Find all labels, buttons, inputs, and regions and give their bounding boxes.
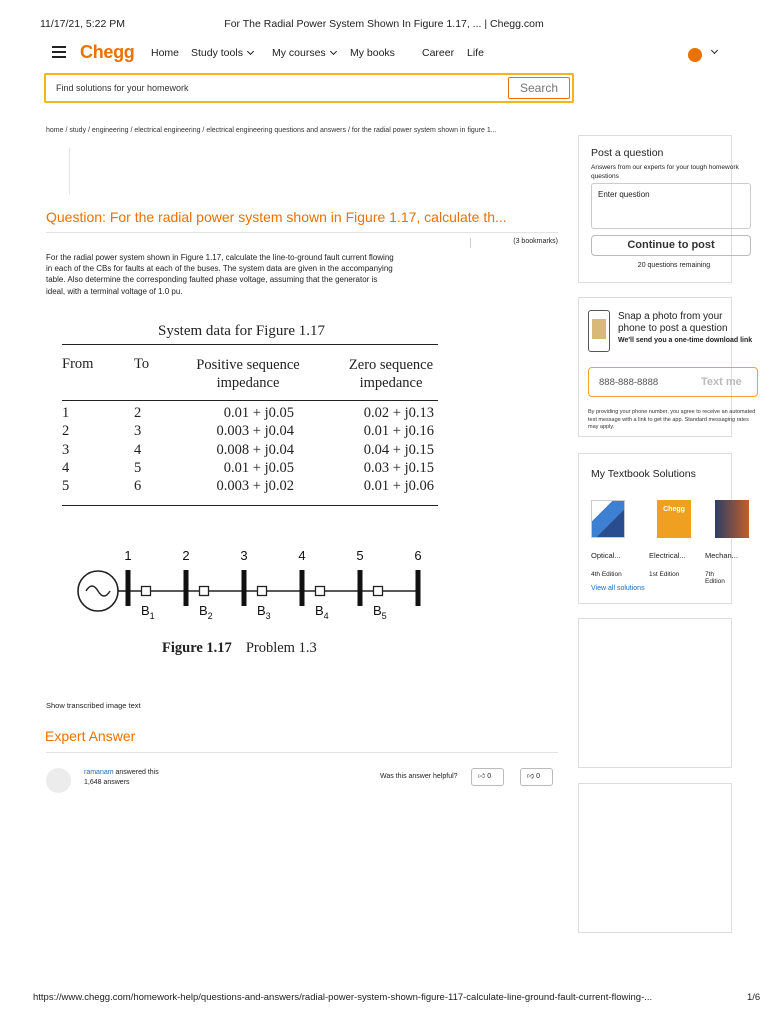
table-rule-bottom [62, 505, 438, 506]
nav-study-tools-label: Study tools [191, 47, 243, 59]
table-header-positive: Positive sequence impedance [196, 357, 300, 391]
question-input[interactable]: Enter question [591, 183, 751, 229]
page-number: 1/6 [747, 992, 761, 1003]
book-edition: 7th Edition [705, 571, 725, 585]
book-title[interactable]: Electrical... [649, 551, 686, 560]
nav-my-courses[interactable] [272, 47, 336, 59]
circuit-breaker-icon [374, 587, 383, 596]
question-title: Question: For the radial power system shown in Figure 1.17, calculate th... [46, 209, 507, 225]
book-cover-mechanics[interactable] [715, 500, 749, 538]
table-cell: 0.01 + j0.06 [363, 478, 434, 495]
table-caption: System data for Figure 1.17 [158, 323, 326, 339]
bus-bar [242, 570, 247, 606]
print-header [0, 0, 768, 40]
answer-count: 1,648 answers [84, 778, 130, 786]
table-cell: 0.04 + j0.15 [363, 441, 434, 458]
phone-number-field[interactable] [588, 367, 758, 397]
nav-life[interactable]: Life [467, 47, 484, 59]
search-bar [44, 73, 574, 103]
figure-label: Figure 1.17 [162, 640, 232, 656]
table-cell: 0.01 + j0.05 [223, 459, 294, 476]
avatar[interactable] [688, 48, 702, 62]
generator-icon [78, 571, 118, 611]
answerer-name[interactable]: ramanam [84, 769, 114, 776]
table-cell: 6 [134, 478, 142, 495]
post-question-card [578, 135, 739, 283]
bus-label: 2 [182, 548, 190, 563]
book-edition: 1st Edition [649, 571, 680, 578]
book-cover-optical[interactable] [591, 500, 625, 538]
snap-title: Snap a photo from your phone to post a question [618, 311, 728, 334]
table-cell: 4 [62, 459, 70, 476]
questions-remaining: 20 questions remaining [637, 262, 711, 269]
bus-label: 4 [298, 548, 306, 563]
table-cell: 2 [134, 405, 142, 421]
print-title: For The Radial Power System Shown In Figure 1.17, ... | Chegg.com [224, 18, 544, 30]
table-cell: 0.008 + j0.04 [216, 441, 294, 458]
bus-label: 1 [124, 548, 132, 563]
chevron-down-icon[interactable] [711, 47, 718, 54]
breaker-label: $B_1$ [141, 603, 155, 621]
bus-label: 3 [240, 548, 248, 563]
phone-icon [588, 310, 610, 352]
snap-photo-card [578, 297, 756, 437]
breaker-label: $B_3$ [257, 603, 271, 621]
search-button[interactable]: Search [508, 77, 570, 99]
table-header-zero: Zero sequence impedance [348, 357, 434, 391]
textbook-solutions-card [578, 453, 738, 604]
hamburger-menu-icon[interactable] [52, 46, 66, 58]
circuit-breaker-icon [200, 587, 209, 596]
thumbs-up-count: 0 [487, 773, 492, 780]
table-cell: 0.01 + j0.05 [223, 405, 294, 421]
bus-bar [300, 570, 305, 606]
radial-system-diagram [60, 540, 440, 630]
chevron-down-icon [247, 48, 254, 55]
bus-bar [358, 570, 363, 606]
circuit-breaker-icon [316, 587, 325, 596]
table-cell: 0.02 + j0.13 [363, 405, 434, 421]
ad-placeholder [578, 783, 732, 933]
sms-disclaimer: By providing your phone number, you agree to receive an automated text message with a link to get the app. Standard messaging rates may apply. [588, 409, 756, 430]
thumbs-down-icon: 👎︎ [527, 773, 535, 780]
print-datetime: 11/17/21, 5:22 PM [40, 18, 126, 30]
view-all-solutions-link[interactable]: View all solutions [591, 585, 645, 592]
table-header-from: From [62, 356, 94, 372]
table-cell: 1 [62, 405, 70, 421]
divider [69, 148, 70, 194]
table-rule-mid [62, 400, 438, 401]
divider [46, 232, 558, 233]
breadcrumb[interactable]: home / study / engineering / electrical engineering / electrical engineering questions and answers / for the radial power system shown in figure 1... [46, 127, 497, 134]
breaker-label: $B_2$ [199, 603, 213, 621]
book-title[interactable]: Mechan... [705, 551, 738, 560]
book-edition: 4th Edition [591, 571, 622, 578]
book-title[interactable]: Optical... [591, 551, 621, 560]
table-cell: 0.003 + j0.04 [216, 423, 294, 440]
circuit-breaker-icon [142, 587, 151, 596]
ad-placeholder [578, 618, 732, 768]
textbook-solutions-title: My Textbook Solutions [591, 468, 696, 480]
continue-to-post-button[interactable]: Continue to post [591, 235, 751, 256]
bus-bar [126, 570, 131, 606]
post-question-subtitle: Answers from our experts for your tough homework questions [591, 164, 739, 180]
table-cell: 0.01 + j0.16 [363, 423, 434, 440]
table-cell: 3 [134, 423, 142, 440]
answerer-info [84, 768, 159, 787]
expert-answer-heading: Expert Answer [45, 728, 136, 744]
top-nav [0, 40, 768, 70]
table-cell: 0.003 + j0.02 [216, 478, 294, 495]
text-me-button[interactable]: Text me [701, 376, 742, 388]
breaker-label: $B_5$ [373, 603, 387, 621]
chegg-logo[interactable]: Chegg [80, 42, 135, 62]
nav-my-books[interactable]: My books [350, 47, 395, 59]
search-input[interactable]: Find solutions for your homework [56, 83, 189, 93]
breaker-label: $B_4$ [315, 603, 329, 621]
table-cell: 5 [134, 459, 142, 476]
table-cell: 2 [62, 423, 70, 440]
answered-text: answered this [113, 769, 159, 776]
nav-career[interactable]: Career [422, 47, 455, 59]
nav-study-tools[interactable] [191, 47, 253, 59]
bus-label: 6 [414, 548, 422, 563]
divider [46, 752, 558, 753]
table-header-to: To [134, 356, 150, 372]
nav-home[interactable]: Home [151, 47, 180, 59]
nav-my-courses-label: My courses [272, 47, 326, 59]
table-cell: 4 [134, 441, 142, 458]
figure-caption [162, 640, 317, 657]
show-transcribed-link[interactable]: Show transcribed image text [46, 701, 141, 710]
thumbs-up-button[interactable] [471, 768, 504, 786]
post-question-title: Post a question [591, 147, 664, 159]
bus-bar [184, 570, 189, 606]
bookmarks-button[interactable]: (3 bookmarks) [470, 238, 558, 248]
helpful-label: Was this answer helpful? [380, 773, 458, 780]
avatar [46, 768, 71, 793]
thumbs-down-count: 0 [536, 773, 540, 780]
thumbs-down-button[interactable] [520, 768, 553, 786]
thumbs-up-icon: 👍︎ [478, 773, 486, 780]
bus-label: 5 [356, 548, 364, 563]
question-body: For the radial power system shown in Figure 1.17, calculate the line-to-ground fault current flowing in each of the CBs for faults at each of the buses. The system data are given in the accompanying table. Also determine the corresponding faulted phase voltage, assuming that the generator is ideal, with a terminal voltage of 1.0 pu. [46, 253, 394, 296]
table-cell: 0.03 + j0.15 [363, 459, 434, 476]
bus-bar [416, 570, 421, 606]
book-cover-electrical[interactable]: Chegg [657, 500, 691, 538]
page-url: https://www.chegg.com/homework-help/questions-and-answers/radial-power-system-shown-figure-117-calculate-line-ground-fault-current-flowing-... [33, 992, 653, 1003]
circuit-breaker-icon [258, 587, 267, 596]
table-rule-top [62, 344, 438, 345]
figure-problem: Problem 1.3 [245, 640, 317, 656]
phone-number-placeholder: 888-888-8888 [599, 377, 659, 388]
snap-subtitle: We'll send you a one-time download link [618, 337, 753, 344]
chevron-down-icon [330, 48, 337, 55]
table-cell: 3 [62, 441, 70, 458]
table-cell: 5 [62, 478, 70, 495]
